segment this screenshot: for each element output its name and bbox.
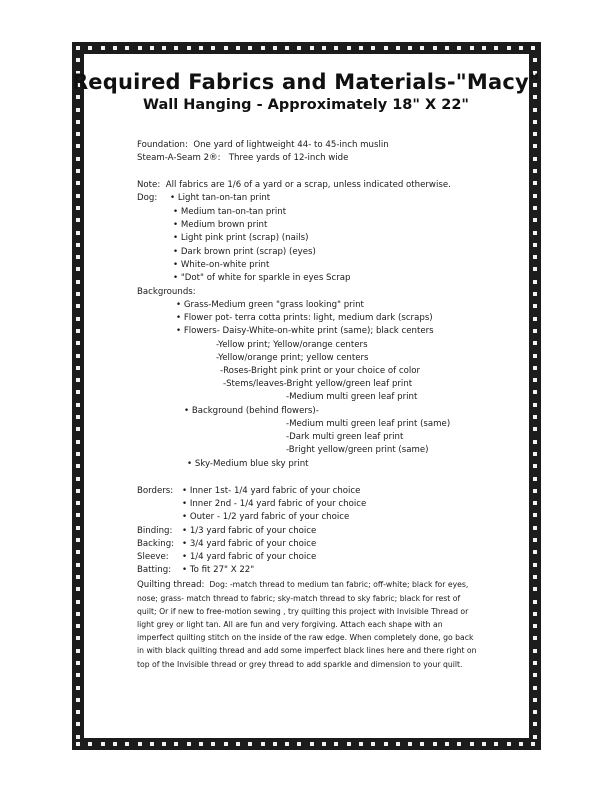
- border-dot: [533, 304, 537, 308]
- border-dot: [433, 742, 437, 746]
- border-dot: [384, 46, 388, 50]
- backgrounds-flower-pot: • Flower pot- terra cotta prints: light, medium dark (scraps): [176, 313, 433, 324]
- quilting-thread-paragraph: [137, 578, 477, 671]
- border-dot: [396, 46, 400, 50]
- flower-sub-item: -Yellow print; Yellow/orange centers: [216, 340, 368, 350]
- border-dot: [445, 46, 449, 50]
- border-dot: [533, 477, 537, 481]
- border-dot: [150, 46, 154, 50]
- batting-label: Batting:: [137, 565, 172, 575]
- borders-item: • Inner 1st- 1/4 yard fabric of your choice: [182, 486, 360, 497]
- border-dot: [420, 742, 424, 746]
- border-dot: [519, 46, 523, 50]
- border-dot: [533, 587, 537, 591]
- border-dot: [519, 742, 523, 746]
- page-subtitle: Wall Hanging - Approximately 18" X 22": [143, 97, 469, 113]
- border-dot: [470, 46, 474, 50]
- foundation-label: Foundation:: [137, 140, 188, 150]
- border-dot: [533, 341, 537, 345]
- border-dot: [533, 194, 537, 198]
- border-dot: [113, 46, 117, 50]
- border-dot: [533, 538, 537, 542]
- border-dot: [76, 378, 80, 382]
- border-dot: [507, 46, 511, 50]
- border-dot: [533, 550, 537, 554]
- border-dot: [187, 742, 191, 746]
- border-dot: [433, 46, 437, 50]
- border-dot: [76, 243, 80, 247]
- border-dot: [533, 280, 537, 284]
- border-dot: [396, 742, 400, 746]
- borders-label: Borders:: [137, 486, 174, 496]
- border-dot: [76, 636, 80, 640]
- border-dot: [76, 563, 80, 567]
- border-dot: [76, 526, 80, 530]
- border-dot: [531, 46, 535, 50]
- border-dot: [76, 722, 80, 726]
- border-dot: [533, 366, 537, 370]
- border-dot: [533, 600, 537, 604]
- border-dot: [533, 218, 537, 222]
- border-dot: [533, 181, 537, 185]
- border-dot: [533, 636, 537, 640]
- border-dot: [76, 415, 80, 419]
- border-dot: [174, 742, 178, 746]
- border-dot: [224, 742, 228, 746]
- border-dot: [533, 513, 537, 517]
- border-dot: [533, 403, 537, 407]
- border-dot: [533, 526, 537, 530]
- border-dot: [211, 46, 215, 50]
- border-dot: [236, 46, 240, 50]
- border-dot: [76, 329, 80, 333]
- border-dot: [297, 46, 301, 50]
- quilting-thread-text: Dog: -match thread to medium tan fabric; off-white; black for eyes, nose; grass- match thread to fabric; sky-match thread to sky fabric; black for rest of quilt; Or if new to free-motion sewing , try quilting this project with Invisible Thread or light grey or light tan. All are fun and very forgiving. Attach each shape with an imperfect quilting stitch on the inside of the raw edge. When completely done, go back in with black quilting thread and add some imperfect black lines here and there right on top of the Invisible thread or grey thread to add sparkle and dimension to your quilt.: [137, 580, 477, 669]
- backgrounds-label: Backgrounds:: [137, 287, 196, 297]
- border-dot: [533, 624, 537, 628]
- dog-item: • White-on-white print: [173, 260, 269, 271]
- border-dot: [76, 181, 80, 185]
- border-dot: [76, 58, 80, 62]
- border-dot: [334, 742, 338, 746]
- flower-sub-item: -Yellow/orange print; yellow centers: [216, 353, 369, 363]
- foundation-value: One yard of lightweight 44- to 45-inch muslin: [193, 140, 389, 150]
- border-dot: [384, 742, 388, 746]
- border-dot: [533, 489, 537, 493]
- border-dot: [371, 46, 375, 50]
- border-dot: [138, 742, 142, 746]
- border-dot: [533, 243, 537, 247]
- border-dot: [76, 366, 80, 370]
- steam-a-seam-line: [137, 153, 348, 164]
- border-dot: [76, 280, 80, 284]
- border-dot: [445, 742, 449, 746]
- border-dot: [533, 267, 537, 271]
- border-dot: [125, 46, 129, 50]
- border-dot: [533, 255, 537, 259]
- border-dot: [533, 317, 537, 321]
- border-dot: [334, 46, 338, 50]
- note-value: All fabrics are 1/6 of a yard or a scrap, unless indicated otherwise.: [165, 180, 451, 190]
- border-dot: [420, 46, 424, 50]
- border-dot: [76, 354, 80, 358]
- border-dot: [76, 489, 80, 493]
- border-dot: [76, 742, 80, 746]
- border-dot: [533, 157, 537, 161]
- border-dot: [533, 378, 537, 382]
- sleeve-label: Sleeve:: [137, 552, 169, 562]
- border-dot: [261, 46, 265, 50]
- border-dot: [76, 304, 80, 308]
- border-dot: [76, 686, 80, 690]
- border-dot: [457, 742, 461, 746]
- border-dot: [88, 46, 92, 50]
- border-dot: [533, 440, 537, 444]
- border-dot: [76, 267, 80, 271]
- border-dot: [533, 698, 537, 702]
- border-dot: [533, 673, 537, 677]
- border-dot: [76, 673, 80, 677]
- border-dot: [533, 120, 537, 124]
- dog-item: • Light tan-on-tan print: [170, 193, 270, 204]
- backgrounds-flowers: • Flowers- Daisy-White-on-white print (same); black centers: [176, 326, 434, 337]
- border-dot: [76, 649, 80, 653]
- steam-a-seam-label: Steam-A-Seam 2®:: [137, 153, 221, 163]
- border-dot: [285, 742, 289, 746]
- border-dot: [533, 58, 537, 62]
- border-dot: [273, 46, 277, 50]
- border-dot: [76, 612, 80, 616]
- border-dot: [533, 686, 537, 690]
- border-dot: [187, 46, 191, 50]
- border-dot: [533, 464, 537, 468]
- dog-label: Dog:: [137, 193, 158, 203]
- border-dot: [533, 649, 537, 653]
- border-dot: [162, 46, 166, 50]
- note-label: Note:: [137, 180, 161, 190]
- border-dot: [470, 742, 474, 746]
- sleeve-value: • 1/4 yard fabric of your choice: [182, 552, 316, 563]
- border-dot: [533, 427, 537, 431]
- border-dot: [76, 403, 80, 407]
- border-dot: [76, 144, 80, 148]
- border-dot: [76, 452, 80, 456]
- border-dot: [211, 742, 215, 746]
- border-dot: [76, 255, 80, 259]
- border-dot: [273, 742, 277, 746]
- border-dot: [310, 46, 314, 50]
- border-dot: [101, 742, 105, 746]
- note-line: [137, 180, 451, 191]
- flower-sub-item: -Stems/leaves-Bright yellow/green leaf print: [223, 379, 413, 389]
- border-dot: [248, 46, 252, 50]
- border-dot: [482, 46, 486, 50]
- dog-item: • Medium tan-on-tan print: [173, 207, 286, 218]
- border-dot: [125, 742, 129, 746]
- border-dot: [261, 742, 265, 746]
- quilting-thread-label: Quilting thread:: [137, 580, 205, 590]
- border-dot: [533, 132, 537, 136]
- border-dot: [76, 132, 80, 136]
- batting-value: • To fit 27" X 22": [182, 565, 254, 576]
- border-dot: [76, 538, 80, 542]
- border-dot: [310, 742, 314, 746]
- border-dot: [236, 742, 240, 746]
- border-dot: [101, 46, 105, 50]
- border-dot: [494, 46, 498, 50]
- border-dot: [507, 742, 511, 746]
- border-dot: [533, 206, 537, 210]
- backgrounds-grass: • Grass-Medium green "grass looking" print: [176, 300, 364, 311]
- border-dot: [76, 440, 80, 444]
- border-dot: [359, 742, 363, 746]
- border-dot: [76, 120, 80, 124]
- border-dot: [533, 292, 537, 296]
- backgrounds-behind-flowers: • Background (behind flowers)-: [184, 406, 319, 417]
- border-dot: [533, 169, 537, 173]
- background-sub-item: -Bright yellow/green print (same): [286, 445, 429, 455]
- dog-item: • "Dot" of white for sparkle in eyes Scrap: [173, 273, 351, 284]
- border-dot: [371, 742, 375, 746]
- backgrounds-sky: • Sky-Medium blue sky print: [187, 459, 309, 470]
- border-dot: [76, 46, 80, 50]
- border-dot: [76, 231, 80, 235]
- border-dot: [533, 231, 537, 235]
- backing-label: Backing:: [137, 539, 175, 549]
- border-dot: [297, 742, 301, 746]
- flower-sub-item: -Roses-Bright pink print or your choice of color: [220, 366, 421, 376]
- foundation-line: [137, 140, 389, 151]
- border-dot: [76, 464, 80, 468]
- border-dot: [224, 46, 228, 50]
- border-dot: [533, 722, 537, 726]
- border-dot: [76, 169, 80, 173]
- border-dot: [359, 46, 363, 50]
- border-dot: [76, 698, 80, 702]
- border-dot: [162, 742, 166, 746]
- border-dot: [199, 46, 203, 50]
- border-dot: [408, 742, 412, 746]
- border-dot: [150, 742, 154, 746]
- border-dot: [76, 710, 80, 714]
- border-dot: [76, 600, 80, 604]
- border-dot: [88, 742, 92, 746]
- border-dot: [347, 742, 351, 746]
- border-dot: [76, 317, 80, 321]
- border-dot: [533, 735, 537, 739]
- border-dot: [199, 742, 203, 746]
- border-dot: [76, 477, 80, 481]
- border-dot: [494, 742, 498, 746]
- border-dot: [76, 218, 80, 222]
- border-dot: [76, 390, 80, 394]
- border-dot: [533, 563, 537, 567]
- border-dot: [76, 513, 80, 517]
- border-dot: [347, 46, 351, 50]
- border-dot: [76, 735, 80, 739]
- border-dot: [174, 46, 178, 50]
- page-title: Required Fabrics and Materials-"Macy": [71, 70, 541, 94]
- border-dot: [533, 144, 537, 148]
- border-dot: [76, 501, 80, 505]
- border-dot: [76, 661, 80, 665]
- dog-item: • Light pink print (scrap) (nails): [173, 233, 308, 244]
- binding-value: • 1/3 yard fabric of your choice: [182, 526, 316, 537]
- border-dot: [76, 292, 80, 296]
- border-dot: [533, 329, 537, 333]
- flower-sub-item: -Medium multi green leaf print: [286, 392, 418, 402]
- border-dot: [76, 194, 80, 198]
- background-sub-item: -Dark multi green leaf print: [286, 432, 404, 442]
- border-dot: [482, 742, 486, 746]
- border-dot: [457, 46, 461, 50]
- border-dot: [533, 612, 537, 616]
- borders-item: • Outer - 1/2 yard fabric of your choice: [182, 512, 349, 523]
- border-dot: [76, 550, 80, 554]
- border-dot: [76, 587, 80, 591]
- borders-item: • Inner 2nd - 1/4 yard fabric of your choice: [182, 499, 366, 510]
- border-dot: [533, 354, 537, 358]
- border-dot: [76, 427, 80, 431]
- border-dot: [76, 341, 80, 345]
- border-dot: [322, 46, 326, 50]
- border-dot: [76, 624, 80, 628]
- border-dot: [285, 46, 289, 50]
- binding-label: Binding:: [137, 526, 173, 536]
- border-dot: [248, 742, 252, 746]
- border-dot: [138, 46, 142, 50]
- border-dot: [533, 390, 537, 394]
- border-dot: [533, 661, 537, 665]
- border-dot: [531, 742, 535, 746]
- border-dot: [113, 742, 117, 746]
- dog-item: • Medium brown print: [173, 220, 267, 231]
- border-dot: [533, 710, 537, 714]
- border-dot: [533, 575, 537, 579]
- border-dot: [322, 742, 326, 746]
- border-dot: [533, 415, 537, 419]
- background-sub-item: -Medium multi green leaf print (same): [286, 419, 451, 429]
- border-dot: [408, 46, 412, 50]
- backing-value: • 3/4 yard fabric of your choice: [182, 539, 316, 550]
- dog-item: • Dark brown print (scrap) (eyes): [173, 247, 316, 258]
- border-dot: [76, 575, 80, 579]
- border-dot: [533, 452, 537, 456]
- border-dot: [533, 501, 537, 505]
- border-dot: [76, 157, 80, 161]
- steam-a-seam-value: Three yards of 12-inch wide: [228, 153, 349, 163]
- border-dot: [76, 206, 80, 210]
